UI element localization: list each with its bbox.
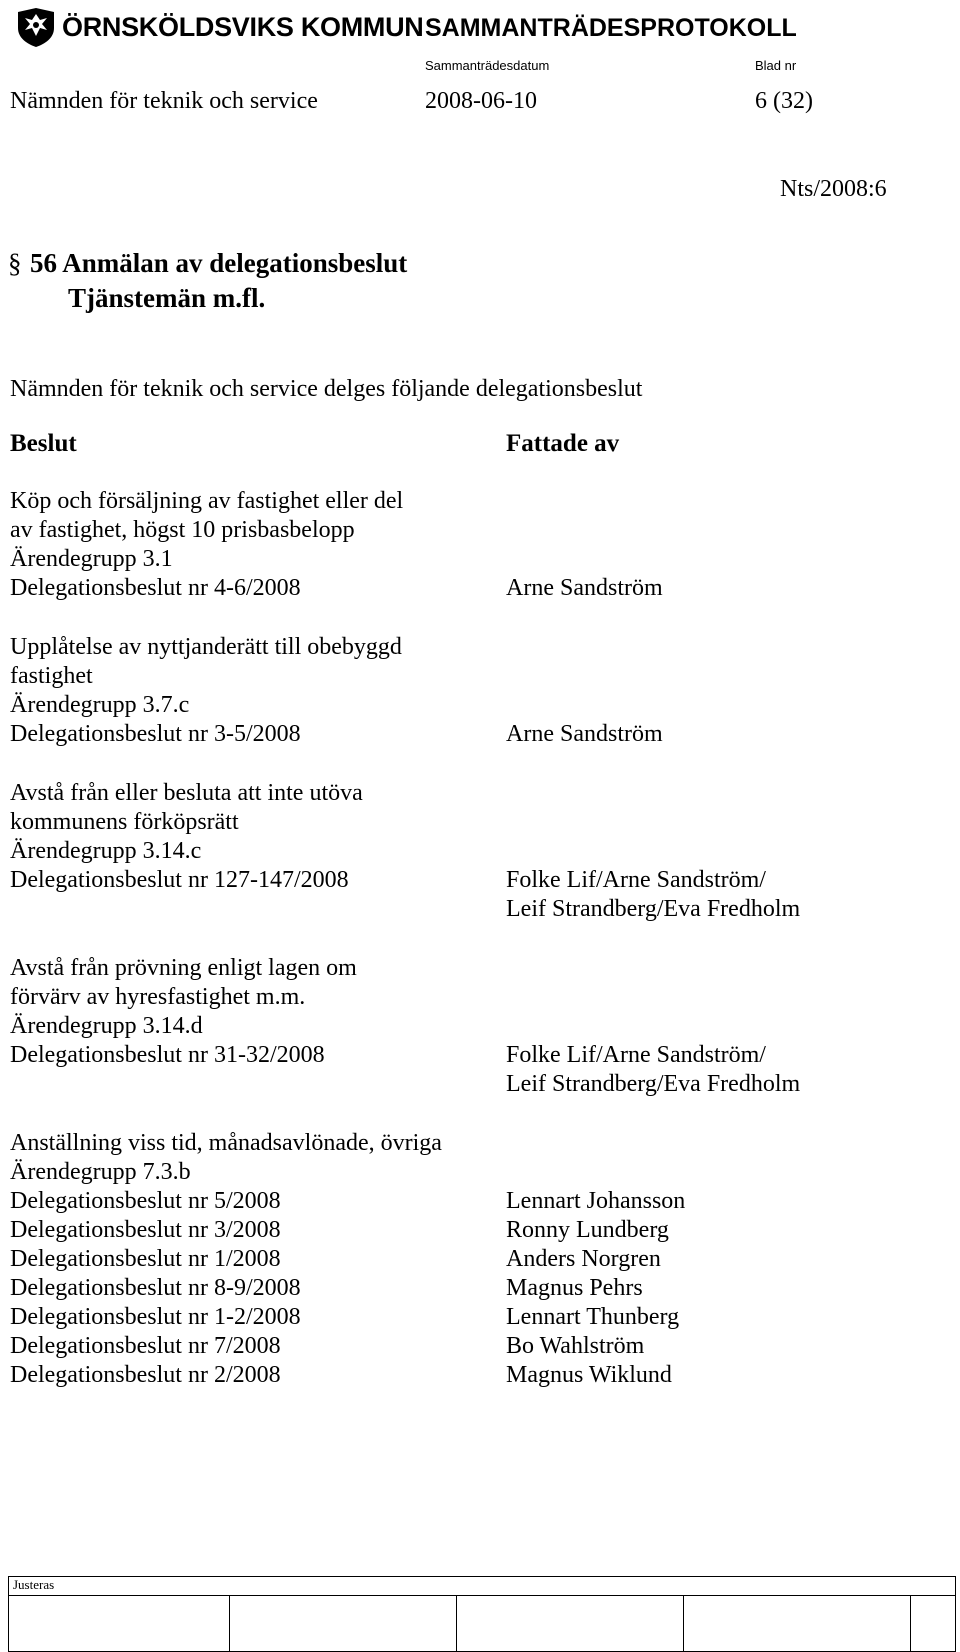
page-number-label: Blad nr: [755, 58, 797, 73]
decision-line: Avstå från eller besluta att inte utöva: [10, 780, 363, 806]
decided-by: Magnus Pehrs: [506, 1275, 643, 1301]
decision-number: Delegationsbeslut nr 1/2008: [10, 1246, 281, 1272]
decided-by: Anders Norgren: [506, 1246, 661, 1272]
signature-field[interactable]: [457, 1596, 684, 1652]
decision-number: Delegationsbeslut nr 8-9/2008: [10, 1275, 301, 1301]
decision-number: Delegationsbeslut nr 3/2008: [10, 1217, 281, 1243]
case-reference: Nts/2008:6: [780, 176, 887, 202]
decision-line: Delegationsbeslut nr 127-147/2008: [10, 867, 349, 893]
column-header-decided-by: Fattade av: [506, 430, 620, 457]
decision-line: Delegationsbeslut nr 3-5/2008: [10, 721, 301, 747]
decided-by: Leif Strandberg/Eva Fredholm: [506, 1071, 801, 1097]
signature-field[interactable]: [230, 1596, 457, 1652]
decided-by: Magnus Wiklund: [506, 1362, 672, 1388]
decided-by: Folke Lif/Arne Sandström/: [506, 1042, 766, 1068]
decided-by: Folke Lif/Arne Sandström/: [506, 867, 766, 893]
decided-by: Lennart Thunberg: [506, 1304, 680, 1330]
decision-number: Delegationsbeslut nr 2/2008: [10, 1362, 281, 1388]
decided-by: Arne Sandström: [506, 575, 663, 601]
decision-line: Ärendegrupp 3.14.d: [10, 1013, 203, 1039]
decided-by: Bo Wahlström: [506, 1333, 645, 1359]
document-title: SAMMANTRÄDESPROTOKOLL: [425, 14, 797, 42]
section-title: 56 Anmälan av delegationsbeslut: [30, 248, 408, 278]
decision-line: Köp och försäljning av fastighet eller del: [10, 488, 404, 514]
section-symbol: §: [8, 248, 22, 278]
meeting-date-label: Sammanträdesdatum: [425, 58, 550, 73]
decided-by: Ronny Lundberg: [506, 1217, 669, 1243]
intro-text: Nämnden för teknik och service delges följande delegationsbeslut: [10, 376, 643, 402]
decision-line: förvärv av hyresfastighet m.m.: [10, 984, 306, 1010]
decision-number: Delegationsbeslut nr 1-2/2008: [10, 1304, 301, 1330]
decision-line: Anställning viss tid, månadsavlönade, övriga: [10, 1130, 442, 1156]
logo-text: ÖRNSKÖLDSVIKS KOMMUN: [62, 12, 424, 42]
decision-line: Delegationsbeslut nr 31-32/2008: [10, 1042, 325, 1068]
page-number: 6 (32): [755, 88, 813, 114]
signature-field[interactable]: [684, 1596, 911, 1652]
decision-number: Delegationsbeslut nr 7/2008: [10, 1333, 281, 1359]
justeras-label: Justeras: [9, 1577, 956, 1596]
decision-line: Avstå från prövning enligt lagen om: [10, 955, 357, 981]
column-header-decision: Beslut: [10, 430, 77, 457]
decision-line: Ärendegrupp 3.7.c: [10, 692, 190, 718]
decision-line: Ärendegrupp 3.1: [10, 546, 173, 572]
decision-line: Delegationsbeslut nr 4-6/2008: [10, 575, 301, 601]
decision-line: Ärendegrupp 3.14.c: [10, 838, 202, 864]
section-subtitle: Tjänstemän m.fl.: [68, 283, 266, 313]
municipality-logo: [14, 6, 58, 48]
decided-by: Lennart Johansson: [506, 1188, 686, 1214]
decision-line: kommunens förköpsrätt: [10, 809, 239, 835]
signature-field[interactable]: [9, 1596, 230, 1652]
decision-line: Upplåtelse av nyttjanderätt till obebyggd: [10, 634, 402, 660]
signature-field[interactable]: [911, 1596, 956, 1652]
decision-number: Delegationsbeslut nr 5/2008: [10, 1188, 281, 1214]
decided-by: Arne Sandström: [506, 721, 663, 747]
signature-table: [8, 1576, 956, 1652]
decision-line: Ärendegrupp 7.3.b: [10, 1159, 191, 1185]
committee-name: Nämnden för teknik och service: [10, 88, 318, 114]
decision-line: fastighet: [10, 663, 93, 689]
meeting-date: 2008-06-10: [425, 88, 537, 114]
decision-line: av fastighet, högst 10 prisbasbelopp: [10, 517, 355, 543]
decided-by: Leif Strandberg/Eva Fredholm: [506, 896, 801, 922]
